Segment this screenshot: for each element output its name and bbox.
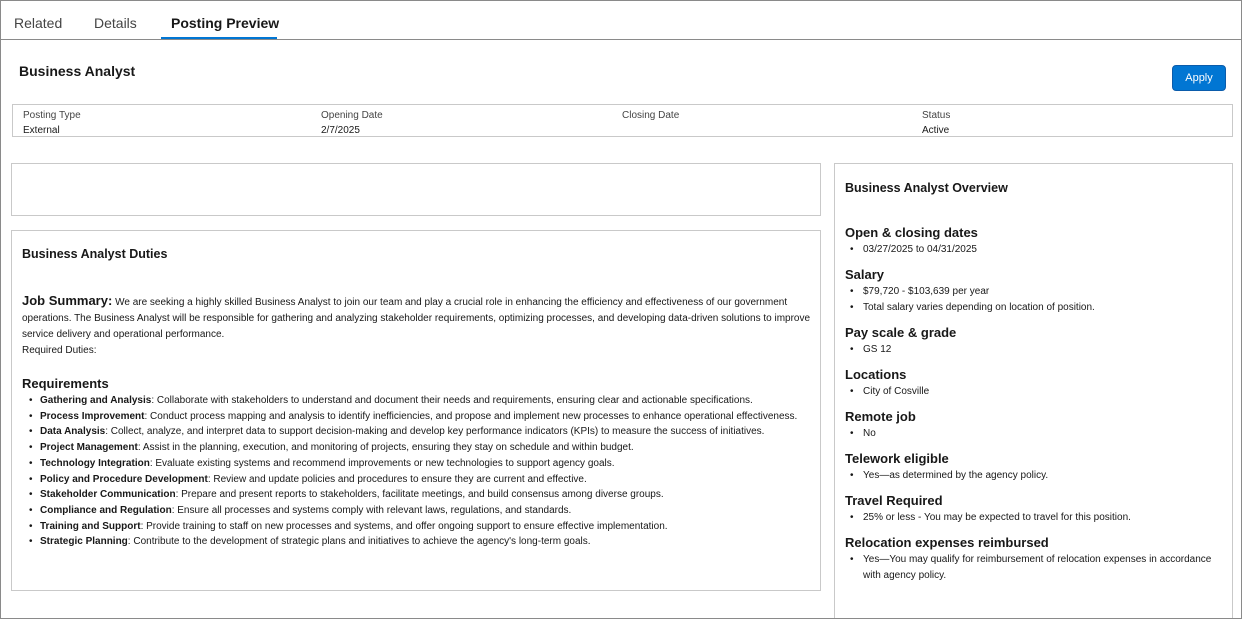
info-label: Posting Type [23,110,81,121]
requirements-heading: Requirements [22,376,109,391]
overview-section [845,534,1225,584]
overview-section [845,366,1225,400]
tab-details[interactable]: Details [94,15,137,31]
overview-item: • Yes—You may qualify for reimbursement of relocation expenses in accordance with agency policy. [863,552,1225,584]
requirement-item [40,487,800,503]
job-summary-heading: Job Summary: [22,293,113,308]
info-label: Closing Date [622,110,680,121]
requirement-term: Data Analysis [40,426,106,438]
requirement-term: Process Improvement [40,410,145,422]
requirement-term: Strategic Planning [40,536,128,548]
requirements-list [40,393,800,550]
overview-item: • 25% or less - You may be expected to travel for this position. [863,510,1225,526]
overview-section-heading: Open & closing dates [845,225,978,240]
overview-title: Business Analyst Overview [845,181,1008,195]
requirement-text: : Collect, analyze, and interpret data to support decision-making and develop key performance indicators (KPIs) to measure the success of initiatives. [105,426,765,438]
info-value: Active [922,125,950,136]
info-label: Opening Date [321,110,383,121]
overview-section-list [845,384,1225,400]
info-status [922,108,950,138]
info-label: Status [922,110,951,121]
requirement-term: Project Management [40,442,138,454]
overview-section-heading: Salary [845,267,885,282]
tab-bar [1,1,1241,40]
requirement-item [40,456,800,472]
overview-section-heading: Travel Required [845,493,943,508]
requirement-item [40,409,800,425]
info-value: 2/7/2025 [321,125,360,136]
active-tab-indicator [161,37,277,39]
overview-section-heading: Remote job [845,409,916,424]
requirement-term: Technology Integration [40,457,150,469]
requirement-item [40,393,800,409]
requirement-text: : Conduct process mapping and analysis to identify inefficiencies, and propose and implement new processes to enhance operational effectiveness. [144,410,798,422]
required-duties-label: Required Duties: [22,345,97,356]
tab-related[interactable]: Related [14,15,63,31]
job-summary-text: We are seeking a highly skilled Business Analyst to join our team and play a crucial role in enhancing the efficiency and effectiveness of our government operations. The Business Analyst will be responsible for gathering and analyzing stakeholder requirements, optimizing processes, and developing data-driven solutions to improve service delivery and operational performance. [22,297,811,340]
info-opening-date [321,108,383,138]
overview-section-heading: Locations [845,367,907,382]
requirement-term: Policy and Procedure Development [40,473,208,485]
info-value: External [23,125,60,136]
overview-section-list [845,242,1225,258]
requirement-item [40,440,800,456]
requirement-text: : Evaluate existing systems and recommend improvements or new technologies to support agency goals. [149,457,615,469]
overview-item: • 03/27/2025 to 04/31/2025 [863,242,1225,258]
requirement-term: Compliance and Regulation [40,504,172,516]
overview-item: • City of Cosville [863,384,1225,400]
overview-section-list [845,468,1225,484]
overview-section-list [845,426,1225,442]
requirement-item [40,472,800,488]
overview-item: • Yes—as determined by the agency policy. [863,468,1225,484]
empty-content-panel [11,163,821,216]
overview-section-list [845,284,1225,316]
overview-section-heading: Relocation expenses reimbursed [845,535,1049,550]
requirement-item [40,424,800,440]
overview-item: • No [863,426,1225,442]
requirement-text: : Assist in the planning, execution, and monitoring of projects, ensuring they stay on schedule and within budget. [137,442,634,454]
requirement-text: : Collaborate with stakeholders to understand and document their needs and requirements, ensuring clear and actionable specifications. [151,395,753,406]
requirement-item [40,534,800,550]
requirement-text: : Review and update policies and procedures to ensure they are current and effective. [207,473,587,485]
overview-section [845,408,1225,442]
overview-section-list [845,552,1225,584]
requirement-term: Gathering and Analysis [40,395,152,406]
requirement-term: Stakeholder Communication [40,489,176,501]
posting-info-strip [12,104,1233,137]
requirement-text: : Contribute to the development of strategic plans and initiatives to achieve the agency's long-term goals. [127,536,591,548]
overview-section-list [845,342,1225,358]
duties-panel [11,230,821,591]
overview-section-heading: Pay scale & grade [845,325,957,340]
apply-button[interactable]: Apply [1172,65,1226,91]
requirement-text: : Prepare and present reports to stakeholders, facilitate meetings, and build consensus among diverse groups. [175,489,664,501]
requirement-term: Training and Support [40,520,141,532]
overview-section [845,450,1225,484]
duties-title: Business Analyst Duties [22,247,168,261]
overview-section [845,224,1225,258]
requirement-text: : Provide training to staff on new processes and systems, and offer ongoing support to ensure effective implementation. [140,520,668,532]
overview-section [845,492,1225,526]
info-closing-date [622,108,679,123]
requirement-item [40,519,800,535]
overview-item: • GS 12 [863,342,1225,358]
overview-section [845,324,1225,358]
tab-posting-preview[interactable]: Posting Preview [171,15,280,31]
overview-section [845,266,1225,316]
requirement-item [40,503,800,519]
overview-section-list [845,510,1225,526]
requirement-text: : Ensure all processes and systems comply with relevant laws, regulations, and standards. [171,504,572,516]
overview-sections [845,224,1225,592]
overview-section-heading: Telework eligible [845,451,949,466]
page-title: Business Analyst [19,63,136,79]
info-posting-type [23,108,81,138]
job-summary [22,293,812,359]
overview-item: • $79,720 - $103,639 per year [863,284,1225,300]
overview-item: • Total salary varies depending on location of position. [863,300,1225,316]
overview-panel [834,163,1233,619]
